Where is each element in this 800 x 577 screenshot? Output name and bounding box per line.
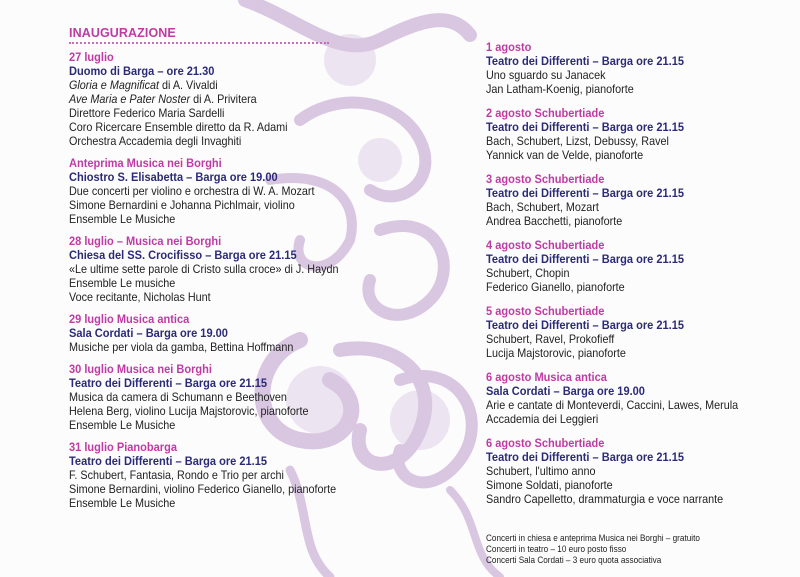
event-line: F. Schubert, Fantasia, Rondo e Trio per archi <box>69 468 284 482</box>
event-line: Voce recitante, Nicholas Hunt <box>69 290 211 304</box>
event-line: Direttore Federico Maria Sardelli <box>69 106 225 120</box>
event-date: 3 agosto Schubertiade <box>486 172 605 186</box>
event-3-agosto <box>486 172 786 228</box>
work-title: Ave Maria e Pater Noster <box>69 92 191 106</box>
event-5-agosto <box>486 304 786 360</box>
event-line: Federico Gianello, pianoforte <box>486 280 625 294</box>
price-footnotes <box>486 533 735 566</box>
event-date: 30 luglio Musica nei Borghi <box>69 362 212 376</box>
event-date: 27 luglio <box>69 50 114 64</box>
event-line: Musica da camera di Schumann e Beethoven <box>69 390 287 404</box>
event-line: Yannick van de Velde, pianoforte <box>486 148 644 162</box>
event-date: 6 agosto Musica antica <box>486 370 607 384</box>
event-line: Ensemble Le Musiche <box>69 496 176 510</box>
event-2-agosto <box>486 106 786 162</box>
event-line: Ensemble Le musiche <box>69 276 176 290</box>
event-line: Accademia dei Leggieri <box>486 412 599 426</box>
event-29-luglio <box>69 312 464 354</box>
work-composer: di A. Privitera <box>190 92 257 106</box>
dotted-divider <box>69 42 329 44</box>
event-4-agosto <box>486 238 786 294</box>
event-date: 2 agosto Schubertiade <box>486 106 605 120</box>
event-line: Musiche per viola da gamba, Bettina Hoffmann <box>69 340 294 354</box>
event-date: 1 agosto <box>486 40 532 54</box>
event-venue: Teatro dei Differenti – Barga ore 21.15 <box>486 186 684 200</box>
event-line: Coro Ricercare Ensemble diretto da R. Adami <box>69 120 288 134</box>
event-date: 29 luglio Musica antica <box>69 312 190 326</box>
event-line: Schubert, Ravel, Prokofieff <box>486 332 615 346</box>
event-date: 5 agosto Schubertiade <box>486 304 605 318</box>
event-venue: Teatro dei Differenti – Barga ore 21.15 <box>486 252 684 266</box>
event-line: Bach, Schubert, Mozart <box>486 200 599 214</box>
event-line: Simone Bernardini, violino Federico Gianello, pianoforte <box>69 482 337 496</box>
event-date: 28 luglio – Musica nei Borghi <box>69 234 222 248</box>
event-venue: Teatro dei Differenti – Barga ore 21.15 <box>486 450 684 464</box>
event-venue: Teatro dei Differenti – Barga ore 21.15 <box>69 454 267 468</box>
event-28-luglio <box>69 234 464 304</box>
event-line: Helena Berg, violino Lucija Majstorovic, pianoforte <box>69 404 309 418</box>
event-1-agosto <box>486 40 786 96</box>
event-line: Simone Bernardini e Johanna Pichlmair, violino <box>69 198 295 212</box>
event-line: Due concerti per violino e orchestra di W. A. Mozart <box>69 184 315 198</box>
event-27-luglio <box>69 50 464 148</box>
event-venue: Chiesa del SS. Crocifisso – Barga ore 21.15 <box>69 248 297 262</box>
event-line <box>69 78 425 92</box>
footnote: Concerti in chiesa e anteprima Musica nei Borghi – gratuito <box>486 533 700 544</box>
event-date: 4 agosto Schubertiade <box>486 238 605 252</box>
event-6-agosto-schubertiade <box>486 436 786 506</box>
event-date: 6 agosto Schubertiade <box>486 436 605 450</box>
work-title: Gloria e Magnificat <box>69 78 160 92</box>
section-heading: INAUGURAZIONE <box>69 26 176 40</box>
event-line <box>69 92 425 106</box>
event-venue: Teatro dei Differenti – Barga ore 21.15 <box>486 120 684 134</box>
event-line: Uno sguardo su Janacek <box>486 68 606 82</box>
event-date: Anteprima Musica nei Borghi <box>69 156 222 170</box>
event-line: Orchestra Accademia degli Invaghiti <box>69 134 242 148</box>
event-venue: Teatro dei Differenti – Barga ore 21.15 <box>69 376 267 390</box>
event-line: Lucija Majstorovic, pianoforte <box>486 346 626 360</box>
event-venue: Sala Cordati – Barga ore 19.00 <box>486 384 645 398</box>
event-line: Sandro Capelletto, drammaturgia e voce narrante <box>486 492 724 506</box>
event-venue: Teatro dei Differenti – Barga ore 21.15 <box>486 318 684 332</box>
event-line: Jan Latham-Koenig, pianoforte <box>486 82 634 96</box>
event-line: Schubert, l'ultimo anno <box>486 464 596 478</box>
left-column <box>69 26 464 518</box>
event-30-luglio <box>69 362 464 432</box>
footnote: Concerti in teatro – 10 euro posto fisso <box>486 544 627 555</box>
right-column <box>486 40 786 516</box>
event-venue: Sala Cordati – Barga ore 19.00 <box>69 326 228 340</box>
footnote: Concerti Sala Cordati – 3 euro quota associativa <box>486 555 662 566</box>
event-anteprima <box>69 156 464 226</box>
event-venue: Duomo di Barga – ore 21.30 <box>69 64 215 78</box>
work-composer: di A. Vivaldi <box>159 78 218 92</box>
event-date: 31 luglio Pianobarga <box>69 440 177 454</box>
event-line: «Le ultime sette parole di Cristo sulla croce» di J. Haydn <box>69 262 339 276</box>
event-line: Arie e cantate di Monteverdi, Caccini, Lawes, Merula <box>486 398 739 412</box>
event-line: Bach, Schubert, Lizst, Debussy, Ravel <box>486 134 669 148</box>
event-venue: Chiostro S. Elisabetta – Barga ore 19.00 <box>69 170 278 184</box>
event-line: Simone Soldati, pianoforte <box>486 478 613 492</box>
event-31-luglio <box>69 440 464 510</box>
event-line: Ensemble Le Musiche <box>69 418 176 432</box>
event-6-agosto-musica-antica <box>486 370 786 426</box>
event-line: Ensemble Le Musiche <box>69 212 176 226</box>
event-line: Schubert, Chopin <box>486 266 570 280</box>
event-venue: Teatro dei Differenti – Barga ore 21.15 <box>486 54 684 68</box>
event-line: Andrea Bacchetti, pianoforte <box>486 214 623 228</box>
